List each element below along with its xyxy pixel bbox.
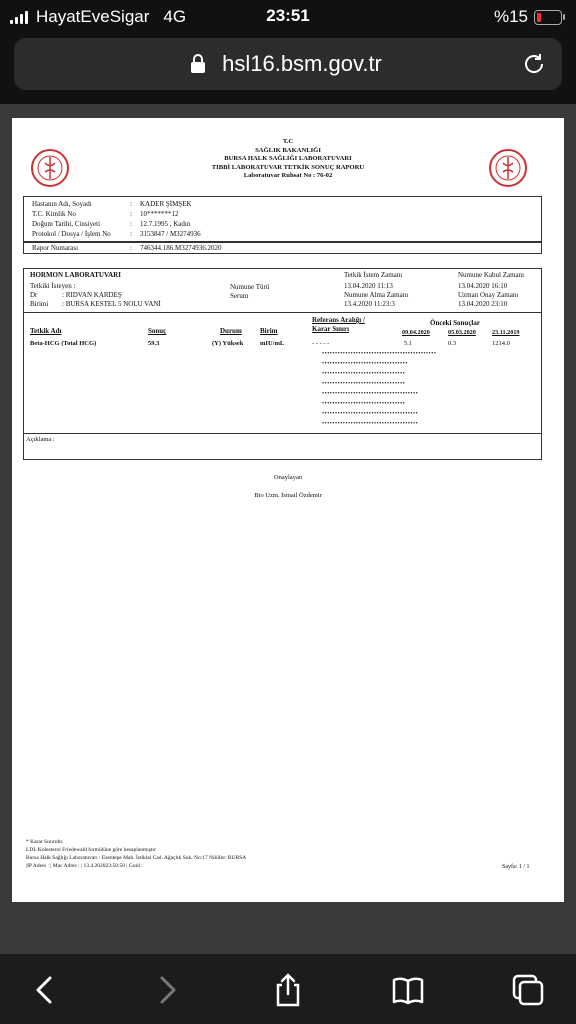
status-bar xyxy=(0,0,576,34)
test-result: 59.3 xyxy=(148,340,160,347)
test-unit: mIU/mL xyxy=(260,340,285,347)
battery-icon xyxy=(534,10,562,25)
report-header: T.C SAĞLIK BAKANLIĞI BURSA HALK SAĞLIĞI LABORATUVARI TIBBİ LABORATUVAR TETKİK SONUÇ RAPORU Laboratuvar Ruhsat No : 76-02 xyxy=(211,138,365,179)
test-status: (Y) Yüksek xyxy=(212,340,244,347)
lab-results: HORMON LABORATUVARI Tetkiki İsteyen : Dr : RIDVAN KARDEŞ Birimi : BURSA KESTEL 5 NOLU VANİ Numune Türü Serum Tetkik İstem Zamanı 13.04.2020 11:13 Numune Alma Zamanı 13.4.2020 11:23:3 Numune Kabul Zamanı 13.04.2020 16:10 Uzman Onay Zamanı 13.04.2020 23:10 Tetkik Adı Sonuç Durum Birim Referans Aralığı / Karar Sınırı Önceki Sonuçlar 09.04.2020 05.03.2020 23.11.2019 Beta-HCG (Total HCG) 59.3 (Y) Yüksek mIU/mL - - - - - 5.1 0.3 1214.0 •••••••••••••••••••••••••••••••••••••••••••• ••••••••••••••••••••••••••••••••• •••••••••••••••••••••••••••••••• •••••••••••••••••••••••••••••••• ••••••••••••••••••••••••••••••••••••• •••••••••••••••••••••••••••••••• ••••••••••••••••••••••••••••••••••••• ••••••••••••••••••••••••••••••••••••• Açıklama : xyxy=(23,268,542,460)
back-icon[interactable] xyxy=(28,972,64,1008)
address-bar[interactable] xyxy=(14,38,562,90)
browser-toolbar xyxy=(0,954,576,1024)
web-content[interactable] xyxy=(0,104,576,954)
clock: 23:51 xyxy=(266,6,310,25)
bookmarks-icon[interactable] xyxy=(390,972,426,1008)
patient-info: Hastanın Adı, Soyadı : KADER ŞİMŞEK T.C. Kimlik No : 10*******12 Doğum Tarihi, Cinsiyeti : 12.7.1995 , Kadın Protokol / Dosya / İşlem No : 3153847 / M3274936 xyxy=(23,196,542,242)
battery-percent: %15 xyxy=(493,7,528,26)
tabs-icon[interactable] xyxy=(510,972,546,1008)
test-name: Beta-HCG (Total HCG) xyxy=(30,340,97,347)
dotted-line: ••••••••••••••••••••••••••••••••••••• xyxy=(322,411,419,417)
lab-report-page xyxy=(12,118,564,902)
report-footer: * Karar Sınırıdır. LDL Kolesterol Friedewald formülüne göre hesaplanmıştır Bursa Halk Sağlığı Laboratuvarı : Esentepe Mah. İstiklal Cad. Ağaçlık Sok. No:17 Nilüfer/ BURSA |IP Adres : | Mac Adres : | 13.4.202023:50:50 | Guid : xyxy=(26,839,247,869)
dotted-line: ••••••••••••••••••••••••••••••••••••• xyxy=(322,421,419,427)
lab-name: HORMON LABORATUVARI xyxy=(30,271,121,279)
dotted-line: ••••••••••••••••••••••••••••••••••••• xyxy=(322,391,419,397)
dotted-line: •••••••••••••••••••••••••••••••• xyxy=(322,381,406,387)
dotted-line: ••••••••••••••••••••••••••••••••• xyxy=(322,361,408,367)
reload-icon[interactable] xyxy=(522,52,546,76)
network-type: 4G xyxy=(163,7,187,26)
dotted-line: •••••••••••••••••••••••••••••••••••••••••••• xyxy=(322,351,437,357)
approved-label: Onaylayan xyxy=(273,474,303,481)
approver-name: Bio Uzm. İsmail Özdemir xyxy=(254,492,322,499)
notes-label: Açıklama : xyxy=(26,436,55,443)
dotted-line: •••••••••••••••••••••••••••••••• xyxy=(322,401,406,407)
dotted-line: •••••••••••••••••••••••••••••••• xyxy=(322,371,406,377)
forward-icon[interactable] xyxy=(148,972,184,1008)
share-icon[interactable] xyxy=(270,972,306,1008)
test-reference: - - - - - xyxy=(312,340,330,347)
url-text: hsl16.bsm.gov.tr xyxy=(222,51,382,76)
carrier-name: HayatEveSigar xyxy=(36,7,150,26)
page-number: Sayfa: 1 / 1 xyxy=(502,864,530,870)
report-number: Rapor Numarası : 746344.186.M3274936.2020 xyxy=(23,242,542,254)
